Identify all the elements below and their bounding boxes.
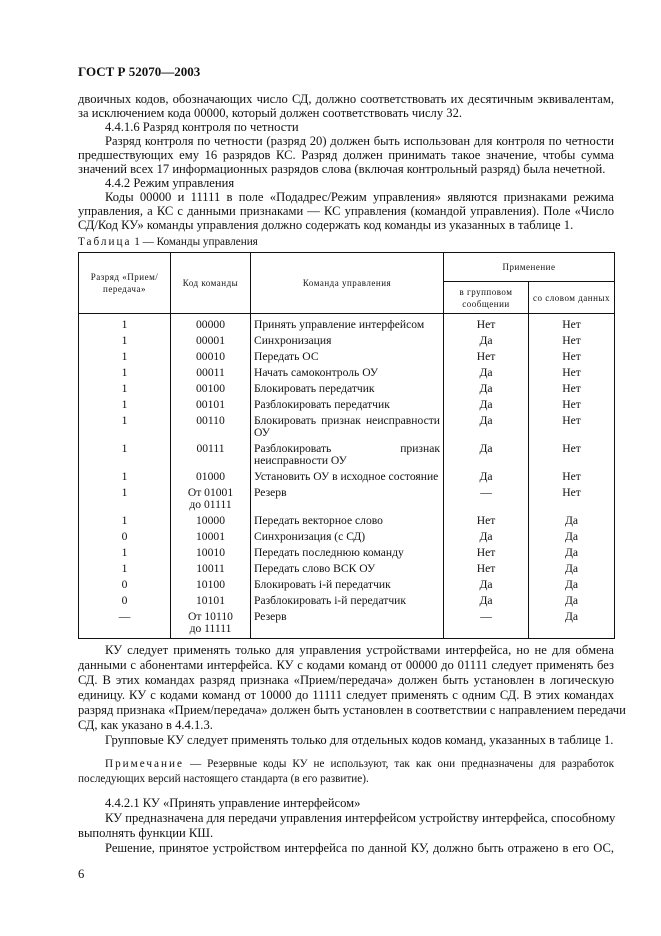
cell-code: 10001 (171, 529, 251, 545)
note-line: последующих версий настоящего стандарта (в его развитие). (78, 773, 369, 785)
cell-code: 10011 (171, 561, 251, 577)
text-line: выполнять функции КШ. (78, 826, 214, 840)
page (78, 64, 626, 882)
cell-data: Да (529, 593, 615, 609)
cell-command: Передать векторное слово (251, 513, 444, 529)
cell-command: Синхронизация (с СД) (251, 529, 444, 545)
cell-group: Да (444, 333, 529, 349)
cell-group: Да (444, 529, 529, 545)
cell-code: 00001 (171, 333, 251, 349)
table-row (79, 314, 615, 334)
section-heading: 4.4.1.6 Разряд контроля по четности (105, 120, 299, 134)
cell-code: 10100 (171, 577, 251, 593)
cell-bit: 1 (79, 561, 171, 577)
cell-bit: — (79, 609, 171, 639)
cell-group: Нет (444, 349, 529, 365)
text-line: данными с абонентами интерфейса. КУ с кодами команд от 00000 до 01111 следует применять без (78, 658, 614, 672)
header-code: Код команды (171, 253, 251, 314)
cell-bit: 1 (79, 441, 171, 469)
text-line: Решение, принятое устройством интерфейса по данной КУ, должно быть отражено в его ОС, (105, 841, 614, 855)
cell-command: Синхронизация (251, 333, 444, 349)
text-line: КУ предназначена для передачи управления интерфейсом устройству интерфейса, способному (105, 811, 616, 825)
cell-data: Да (529, 513, 615, 529)
header-bit: Разряд «Прием/передача» (79, 253, 171, 314)
table-row (79, 545, 615, 561)
cell-group: Нет (444, 561, 529, 577)
header-command: Команда управления (251, 253, 444, 314)
text-line: КУ следует применять только для управления устройствами интерфейса, но не для обмена (105, 643, 614, 657)
cell-data: Нет (529, 469, 615, 485)
table-row (79, 513, 615, 529)
cell-code: 00010 (171, 349, 251, 365)
cell-group: Да (444, 413, 529, 441)
text-top (78, 92, 614, 232)
cell-command: Передать ОС (251, 349, 444, 365)
cell-data: Да (529, 529, 615, 545)
cell-group: Да (444, 381, 529, 397)
cell-data: Нет (529, 349, 615, 365)
cell-command: Резерв (251, 609, 444, 639)
cell-bit: 0 (79, 593, 171, 609)
cell-command: Разблокировать признак неисправности ОУ (251, 441, 444, 469)
cell-data: Нет (529, 485, 615, 513)
caption-label: Таблица (78, 236, 132, 248)
text-line: единицу. КУ с кодами команд от 10000 до 11111 следует применять с одним СД. В этих командах (78, 688, 614, 702)
cell-code: 00000 (171, 314, 251, 334)
text-line: СД/Код КУ» команды управления должно содержать код команды из указанных в таблице 1. (78, 218, 574, 232)
cell-data: Да (529, 545, 615, 561)
cell-data: Нет (529, 397, 615, 413)
section-heading: 4.4.2.1 КУ «Принять управление интерфейсом» (105, 796, 361, 810)
cell-group: Да (444, 441, 529, 469)
cell-code: 10010 (171, 545, 251, 561)
cell-data: Нет (529, 365, 615, 381)
table-row (79, 365, 615, 381)
text-line: значений всех 17 информационных разрядов слова (включая контрольный разряд) была нечетной. (78, 162, 606, 176)
table-row (79, 413, 615, 441)
cell-bit: 1 (79, 545, 171, 561)
cell-bit: 0 (79, 529, 171, 545)
cell-code: 00101 (171, 397, 251, 413)
caption-text: 1 — Команды управления (131, 236, 258, 248)
cell-bit: 1 (79, 381, 171, 397)
table-row (79, 609, 615, 639)
cell-group: — (444, 609, 529, 639)
cell-code: 00011 (171, 365, 251, 381)
cell-group: Да (444, 469, 529, 485)
cell-command: Установить ОУ в исходное состояние (251, 469, 444, 485)
text-bottom (78, 643, 626, 856)
text-line: Групповые КУ следует применять только для отдельных кодов команд, указанных в таблице 1. (105, 733, 614, 747)
cell-command: Блокировать признак неисправности ОУ (251, 413, 444, 441)
cell-command: Передать последнюю команду (251, 545, 444, 561)
cell-command: Разблокировать i-й передатчик (251, 593, 444, 609)
text-line: за исключением кода 00000, который должен соответствовать числу 32. (78, 106, 463, 120)
cell-code: 10101 (171, 593, 251, 609)
cell-data: Нет (529, 314, 615, 334)
header-data-word: со словом данных (529, 282, 615, 314)
cell-code: От 10110 до 11111 (171, 609, 251, 639)
cell-group: Нет (444, 513, 529, 529)
cell-command: Передать слово ВСК ОУ (251, 561, 444, 577)
header-group: в групповом сообщении (444, 282, 529, 314)
cell-command: Принять управление интерфейсом (251, 314, 444, 334)
text-line: управления, а КС с данными признаками — КС управления (командой управления). Поле «Число (78, 204, 614, 218)
note-label: Примечание (105, 758, 184, 770)
cell-bit: 1 (79, 485, 171, 513)
cell-data: Нет (529, 381, 615, 397)
table-row (79, 441, 615, 469)
document-header: ГОСТ Р 52070—2003 (78, 64, 201, 79)
cell-data: Да (529, 561, 615, 577)
cell-data: Нет (529, 333, 615, 349)
cell-data: Да (529, 609, 615, 639)
text-line: разряд признака «Прием/передача» должен быть установлен в соответствии с направлением передачи (78, 703, 626, 717)
cell-bit: 1 (79, 365, 171, 381)
cell-bit: 1 (79, 469, 171, 485)
text-line: СД. В этих командах разряд признака «Прием/передача» должен быть установлен в логическую (78, 673, 614, 687)
note-text: — Резервные коды КУ не используют, так как они предназначены для разработок (183, 758, 614, 770)
cell-group: Нет (444, 314, 529, 334)
cell-group: Да (444, 593, 529, 609)
table-row (79, 381, 615, 397)
cell-group: Нет (444, 545, 529, 561)
cell-data: Нет (529, 413, 615, 441)
section-heading: 4.4.2 Режим управления (105, 176, 235, 190)
cell-data: Да (529, 577, 615, 593)
cell-group: Да (444, 397, 529, 413)
cell-bit: 1 (79, 413, 171, 441)
table-row (79, 485, 615, 513)
cell-data: Нет (529, 441, 615, 469)
header-usage: Применение (444, 253, 615, 282)
text-line: Коды 00000 и 11111 в поле «Подадрес/Режим управления» являются признаками режима (105, 190, 614, 204)
cell-code: 00100 (171, 381, 251, 397)
cell-bit: 1 (79, 349, 171, 365)
cell-command: Начать самоконтроль ОУ (251, 365, 444, 381)
table-row (79, 593, 615, 609)
cell-command: Блокировать i-й передатчик (251, 577, 444, 593)
table-row (79, 577, 615, 593)
cell-bit: 1 (79, 397, 171, 413)
cell-command: Блокировать передатчик (251, 381, 444, 397)
note-line (78, 757, 614, 772)
cell-code: 00111 (171, 441, 251, 469)
cell-bit: 1 (79, 333, 171, 349)
cell-code: От 01001 до 01111 (171, 485, 251, 513)
table-caption (78, 234, 614, 250)
text-line: Разряд контроля по четности (разряд 20) должен быть использован для контроля по четности (105, 134, 614, 148)
cell-bit: 1 (79, 513, 171, 529)
table-row (79, 561, 615, 577)
cell-code: 01000 (171, 469, 251, 485)
cell-group: Да (444, 365, 529, 381)
text-line: двоичных кодов, обозначающих число СД, должно соответствовать их десятичным эквивалентам, (78, 92, 614, 106)
cell-group: — (444, 485, 529, 513)
table-row (79, 529, 615, 545)
cell-bit: 1 (79, 314, 171, 334)
cell-command: Резерв (251, 485, 444, 513)
table-row (79, 397, 615, 413)
cell-group: Да (444, 577, 529, 593)
text-line: предшествующих ему 16 разрядов КС. Разряд должен принимать такое значение, чтобы сумма (78, 148, 614, 162)
cell-code: 10000 (171, 513, 251, 529)
table-row (79, 349, 615, 365)
page-number: 6 (78, 867, 85, 881)
control-commands-table (78, 252, 615, 639)
text-line: СД, как указано в 4.4.1.3. (78, 718, 213, 732)
cell-command: Разблокировать передатчик (251, 397, 444, 413)
cell-bit: 0 (79, 577, 171, 593)
table-row (79, 469, 615, 485)
cell-code: 00110 (171, 413, 251, 441)
table-row (79, 333, 615, 349)
